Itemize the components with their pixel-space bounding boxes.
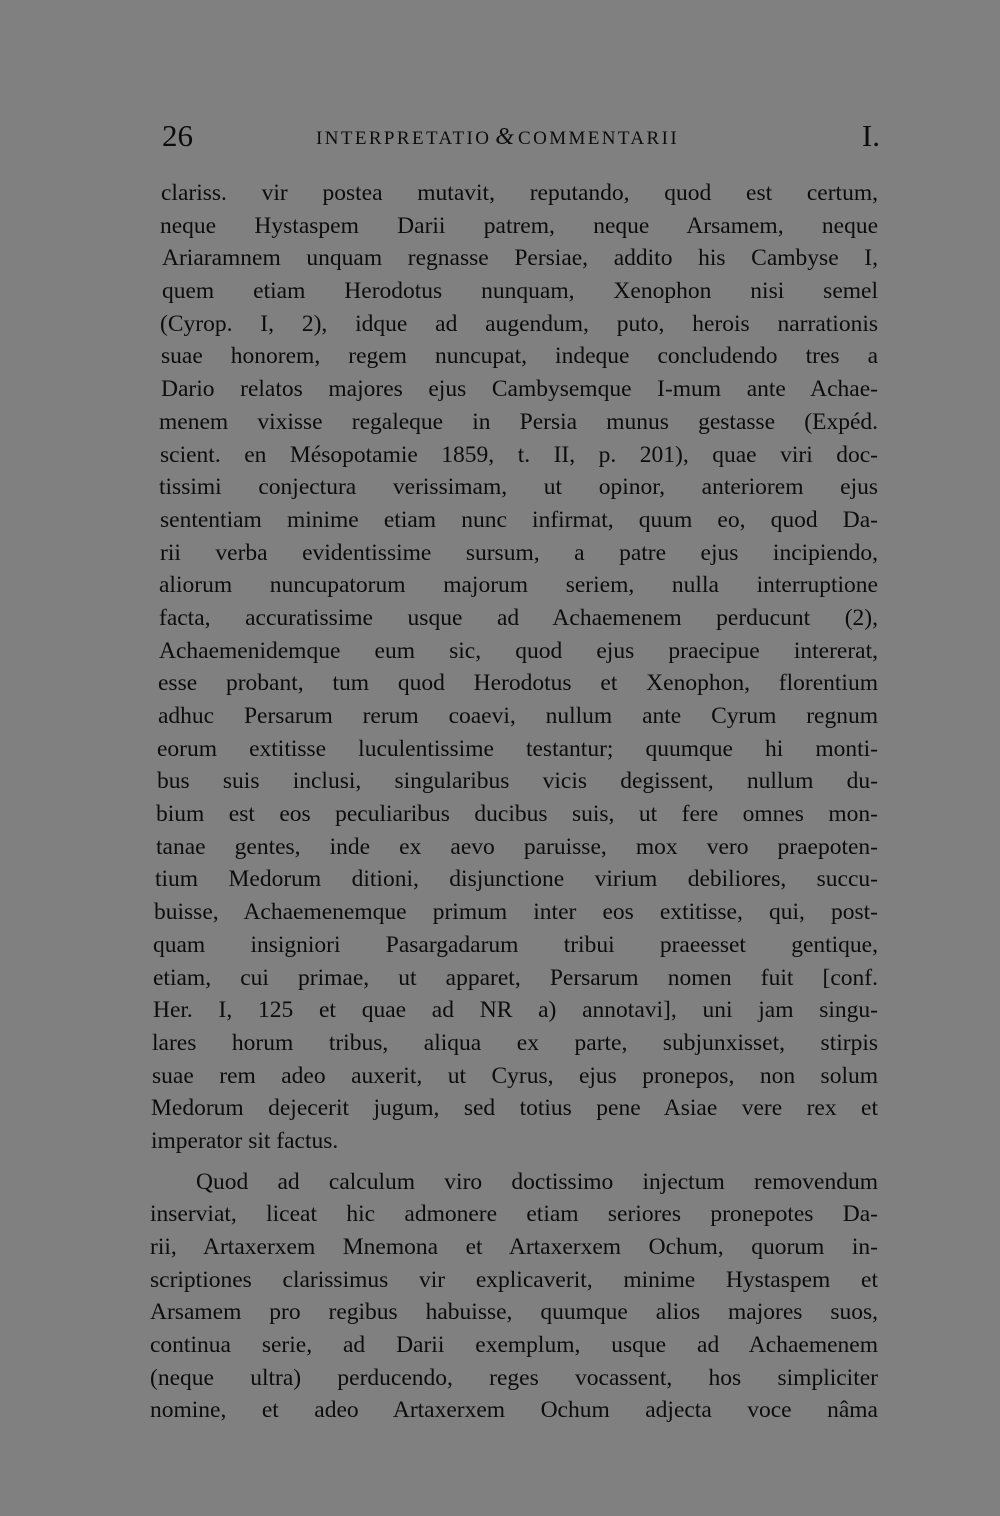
text-line: Quod ad calculum viro doctissimo injectum removendum [196, 1168, 878, 1195]
text-line: (Cyrop. I, 2), idque ad augendum, puto, herois narrationis [160, 310, 878, 337]
text-line: menem vixisse regaleque in Persia munus gestasse (Expéd. [159, 408, 878, 435]
text-line: scriptiones clarissimus vir explicaverit, minime Hystaspem et [150, 1266, 878, 1293]
running-title [316, 122, 679, 154]
chapter-number: I. [861, 118, 880, 153]
text-line: etiam, cui primae, ut apparet, Persarum nomen fuit [conf. [153, 964, 878, 991]
text-line: tissimi conjectura verissimam, ut opinor, anteriorem ejus [159, 474, 878, 501]
text-line: inserviat, liceat hic admonere etiam seriores pronepotes Da- [150, 1201, 878, 1228]
text-line: facta, accuratissime usque ad Achaemenem perducunt (2), [159, 604, 878, 631]
body-text [150, 177, 878, 1427]
text-line: clariss. vir postea mutavit, reputando, quod est certum, [161, 180, 878, 206]
text-line: quem etiam Herodotus nunquam, Xenophon nisi semel [162, 278, 878, 305]
text-line: eorum extitisse luculentissime testantur; quumque hi monti- [157, 735, 878, 762]
text-line: buisse, Achaemenemque primum inter eos extitisse, qui, post- [154, 899, 878, 926]
text-line: bium est eos peculiaribus ducibus suis, ut fere omnes mon- [156, 801, 878, 828]
text-line: esse probant, tum quod Herodotus et Xenophon, florentium [158, 670, 878, 697]
text-line: nomine, et adeo Artaxerxem Ochum adjecta voce nâma [150, 1397, 878, 1424]
text-line: rii verba evidentissime sursum, a patre ejus incipiendo, [160, 539, 878, 566]
text-line: tium Medorum ditioni, disjunctione virium debiliores, succu- [155, 866, 878, 893]
text-line: Dario relatos majores ejus Cambysemque I-mum ante Achae- [161, 376, 878, 403]
text-line: tanae gentes, inde ex aevo paruisse, mox vero praepoten- [156, 833, 878, 860]
paragraph-gap [150, 1158, 878, 1166]
text-line: bus suis inclusi, singularibus vicis degissent, nullum du- [157, 768, 878, 795]
text-line: imperator sit factus. [151, 1127, 339, 1154]
running-title-ampersand: & [495, 124, 515, 150]
page-number: 26 [162, 118, 193, 153]
text-line: neque Hystaspem Darii patrem, neque Arsamem, neque [160, 212, 878, 239]
text-line: adhuc Persarum rerum coaevi, nullum ante Cyrum regnum [158, 703, 878, 729]
page-header [162, 116, 880, 160]
text-line: Arsamem pro regibus habuisse, quumque alios majores suos, [150, 1299, 878, 1326]
running-title-left: INTERPRETATIO [316, 128, 492, 149]
text-line: Her. I, 125 et quae ad NR a) annotavi], uni jam singu- [153, 997, 878, 1024]
text-line: sententiam minime etiam nunc infirmat, quum eo, quod Da- [160, 506, 878, 533]
text-line: aliorum nuncupatorum majorum seriem, nulla interruptione [159, 572, 878, 599]
text-line: suae honorem, regem nuncupat, indeque concludendo tres a [161, 343, 878, 370]
text-line: Achaemenidemque eum sic, quod ejus praecipue intererat, [159, 637, 878, 664]
text-line: scient. en Mésopotamie 1859, t. II, p. 201), quae viri doc- [160, 441, 878, 468]
paragraph-2 [150, 1166, 878, 1428]
paragraph-1 [150, 177, 878, 1158]
text-line: continua serie, ad Darii exemplum, usque ad Achaemenem [150, 1332, 878, 1359]
text-line: suae rem adeo auxerit, ut Cyrus, ejus pronepos, non solum [152, 1062, 878, 1089]
text-line: Medorum dejecerit jugum, sed totius pene Asiae vere rex et [151, 1095, 878, 1122]
text-line: (neque ultra) perducendo, reges vocassent, hos simpliciter [150, 1364, 878, 1391]
text-line: quam insigniori Pasargadarum tribui praeesset gentique, [153, 931, 878, 958]
text-line: lares horum tribus, aliqua ex parte, subjunxisset, stirpis [152, 1029, 878, 1056]
text-line: Ariaramnem unquam regnasse Persiae, addito his Cambyse I, [162, 245, 878, 272]
text-line: rii, Artaxerxem Mnemona et Artaxerxem Ochum, quorum in- [150, 1234, 878, 1260]
running-title-right: COMMENTARII [518, 128, 680, 149]
